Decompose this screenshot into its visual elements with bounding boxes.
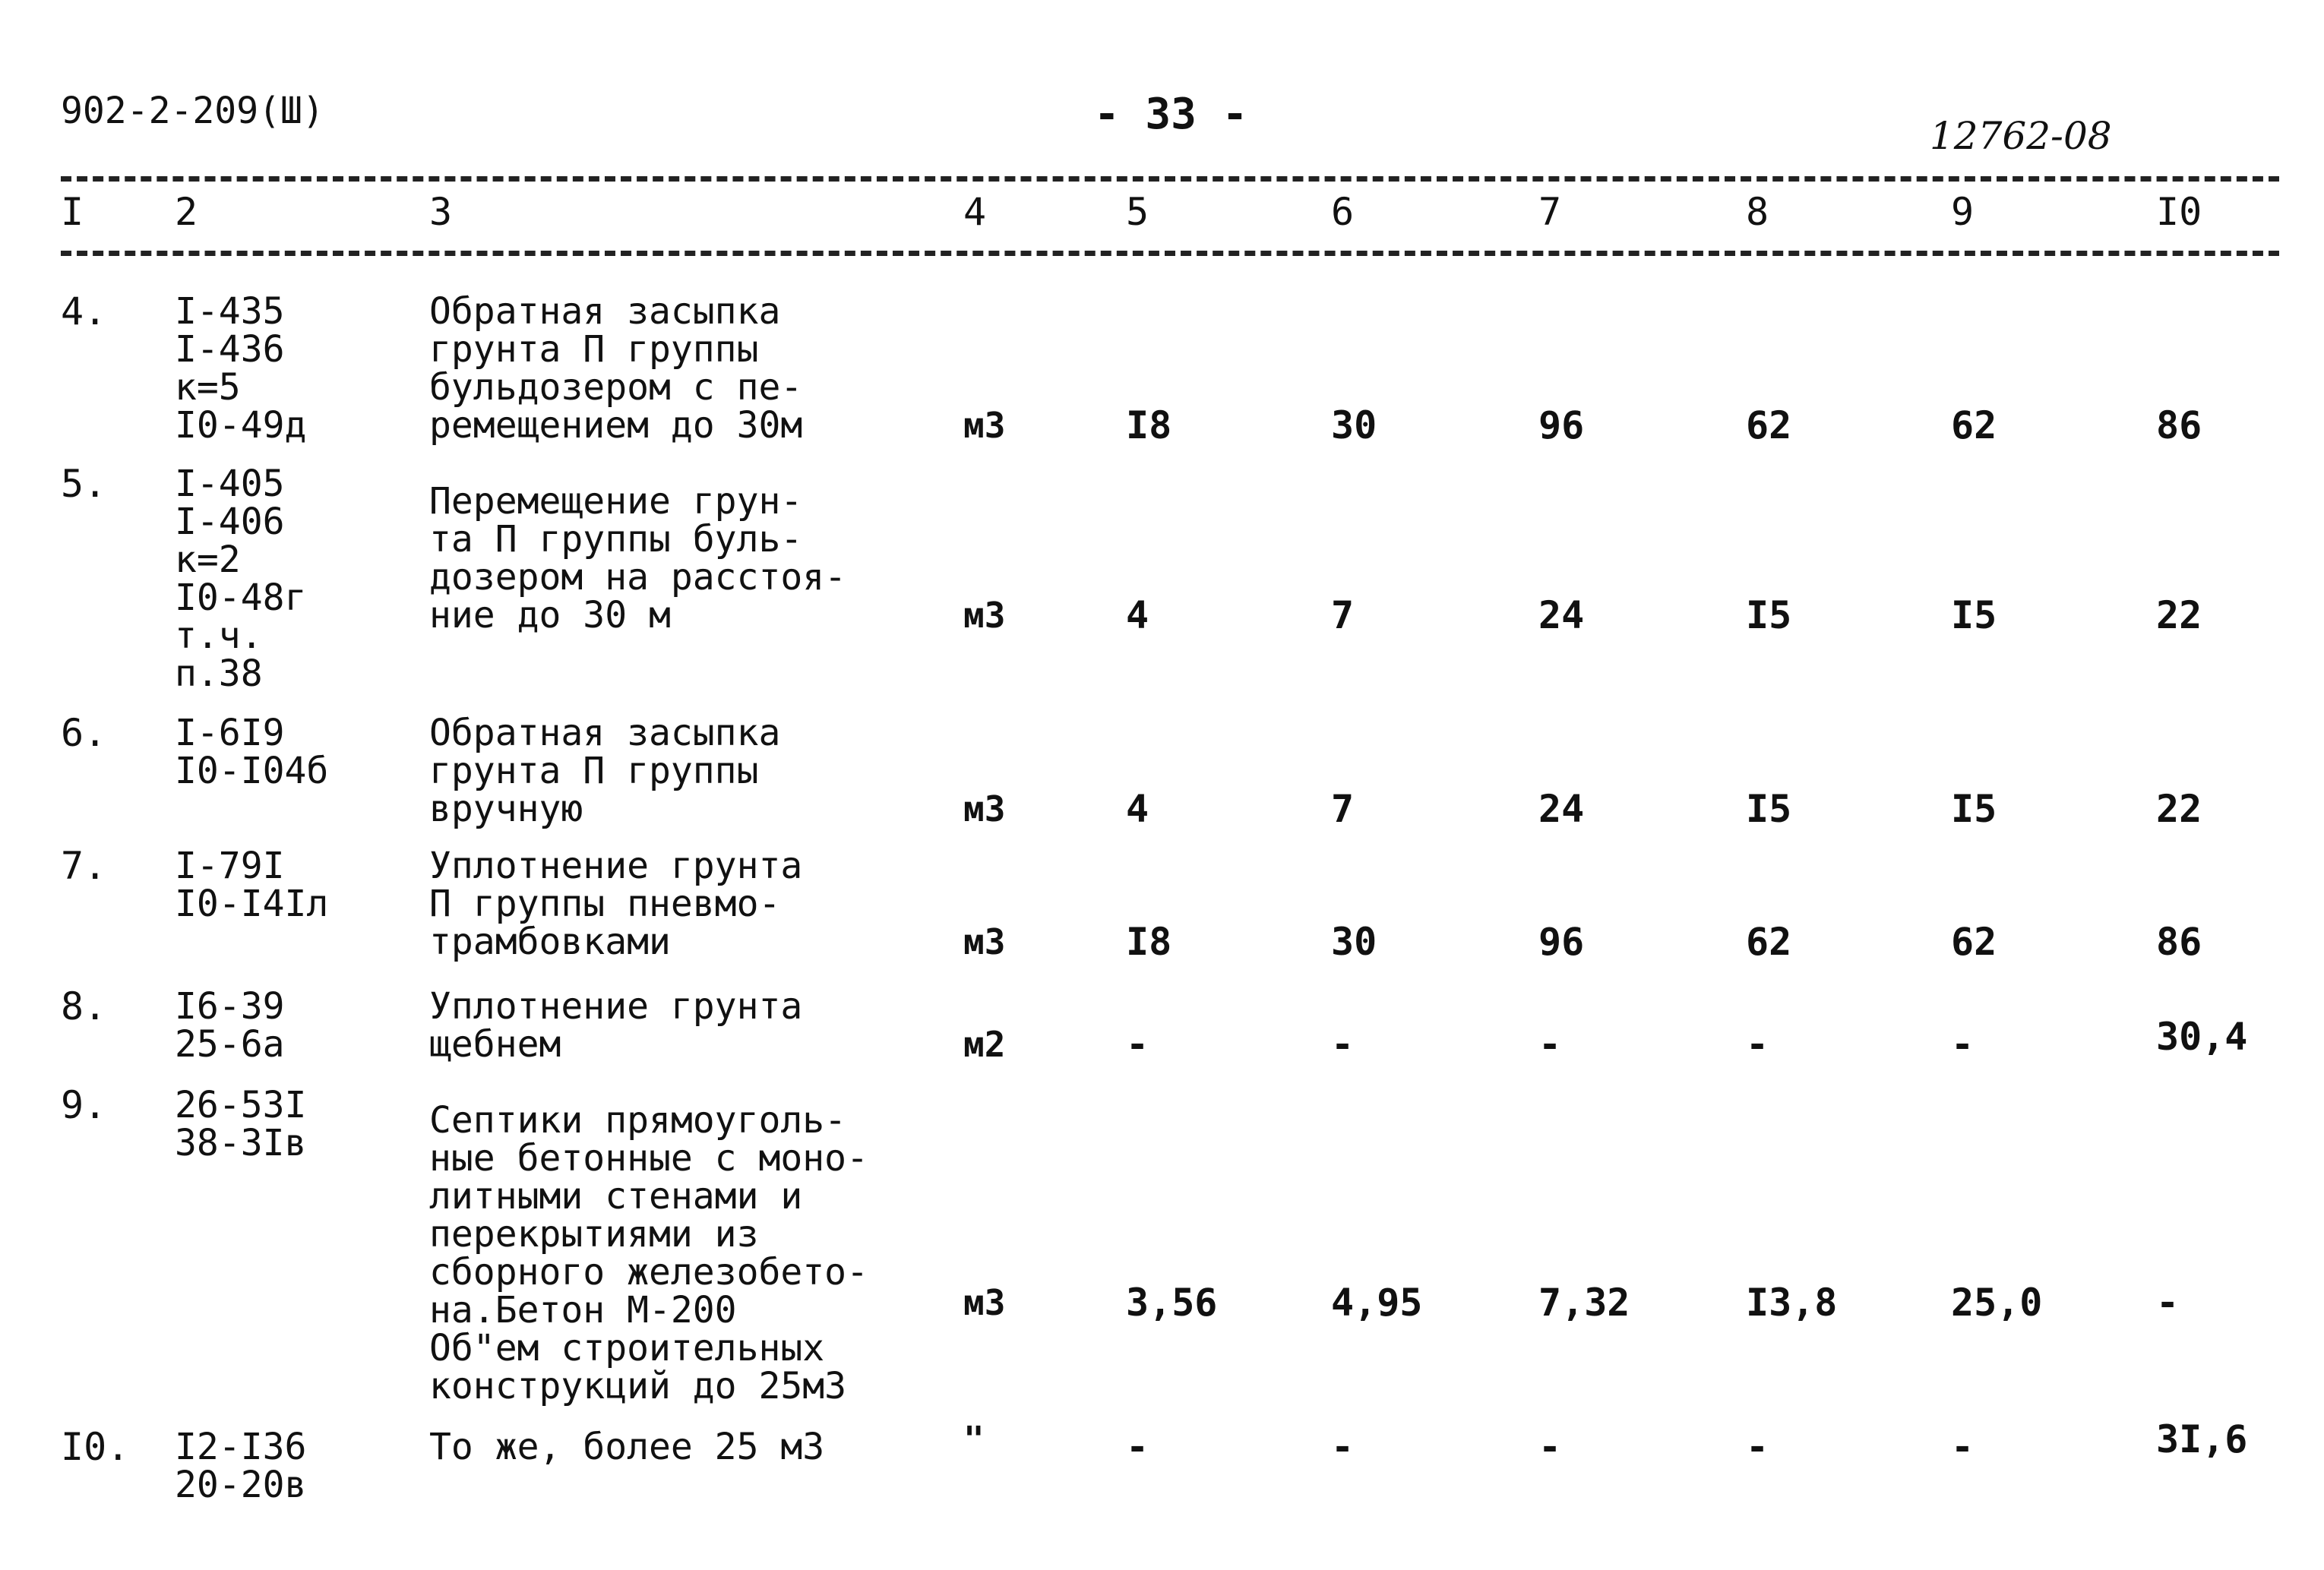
header-bottom-rule xyxy=(61,251,2279,256)
value-col5: - xyxy=(1126,1425,1149,1469)
value-col8: I5 xyxy=(1746,593,1792,637)
norm-code: I6-39 25-6а xyxy=(175,985,285,1066)
row-number: 5. xyxy=(61,462,107,506)
value-col10: - xyxy=(2156,1281,2180,1325)
unit-cell: м2 xyxy=(963,1024,1006,1065)
norm-code: I-6I9 I0-I04б xyxy=(175,712,329,792)
unit-cell: м3 xyxy=(963,1282,1006,1323)
work-description: Септики прямоуголь- ные бетонные с моно- литными стенами и перекрытиями из сборного железобето- на.Бетон М-200 Об"ем строительных конструкций до 25м3 xyxy=(429,1099,868,1407)
document-code: 902-2-209(Ш) xyxy=(61,90,324,132)
handwritten-stamp: 12762-08 xyxy=(1930,114,2112,158)
value-col8: - xyxy=(1746,1022,1769,1066)
column-header-4: 4 xyxy=(963,190,987,234)
column-header-5: 5 xyxy=(1126,190,1149,234)
column-header-10: I0 xyxy=(2156,190,2202,234)
value-col9: 62 xyxy=(1951,403,1997,447)
header-top-rule xyxy=(61,176,2279,182)
unit-cell: м3 xyxy=(963,921,1006,962)
unit-cell: " xyxy=(963,1419,985,1460)
value-col7: 96 xyxy=(1538,920,1585,964)
work-description: Обратная засыпка грунта П группы бульдозером с пе- ремещением до 30м xyxy=(429,290,803,447)
column-header-3: 3 xyxy=(429,190,453,234)
column-header-2: 2 xyxy=(175,190,198,234)
value-col7: 7,32 xyxy=(1538,1281,1630,1325)
row-number: 9. xyxy=(61,1083,107,1127)
value-col10: 86 xyxy=(2156,920,2202,964)
value-col5: I8 xyxy=(1126,920,1172,964)
value-col10: 30,4 xyxy=(2156,1015,2248,1059)
page-number: - 33 - xyxy=(1094,90,1248,139)
value-col9: - xyxy=(1951,1425,1975,1469)
value-col9: I5 xyxy=(1951,593,1997,637)
value-col9: I5 xyxy=(1951,787,1997,831)
unit-cell: м3 xyxy=(963,405,1006,446)
value-col7: 24 xyxy=(1538,787,1585,831)
column-header-6: 6 xyxy=(1331,190,1355,234)
value-col6: 30 xyxy=(1331,920,1377,964)
value-col6: - xyxy=(1331,1022,1355,1066)
value-col10: 86 xyxy=(2156,403,2202,447)
value-col6: 7 xyxy=(1331,787,1355,831)
column-header-7: 7 xyxy=(1538,190,1562,234)
norm-code: I2-I36 20-20в xyxy=(175,1426,307,1506)
value-col10: 22 xyxy=(2156,787,2202,831)
value-col10: 3I,6 xyxy=(2156,1417,2248,1461)
value-col6: 30 xyxy=(1331,403,1377,447)
work-description: Обратная засыпка грунта П группы вручную xyxy=(429,712,781,830)
row-number: 7. xyxy=(61,844,107,888)
value-col5: 4 xyxy=(1126,787,1149,831)
value-col9: 62 xyxy=(1951,920,1997,964)
work-description: То же, более 25 м3 xyxy=(429,1426,825,1468)
row-number: 4. xyxy=(61,289,107,333)
row-number: I0. xyxy=(61,1425,130,1469)
value-col7: 96 xyxy=(1538,403,1585,447)
value-col5: 3,56 xyxy=(1126,1281,1218,1325)
value-col7: 24 xyxy=(1538,593,1585,637)
value-col8: I3,8 xyxy=(1746,1281,1838,1325)
norm-code: 26-53I 38-3Iв xyxy=(175,1084,307,1164)
value-col8: 62 xyxy=(1746,403,1792,447)
norm-code: I-405 I-406 к=2 I0-48г т.ч. п.38 xyxy=(175,463,307,695)
unit-cell: м3 xyxy=(963,595,1006,636)
value-col6: 4,95 xyxy=(1331,1281,1423,1325)
norm-code: I-79I I0-I4Iл xyxy=(175,845,329,925)
work-description: Уплотнение грунта щебнем xyxy=(429,985,803,1066)
norm-code: I-435 I-436 к=5 I0-49д xyxy=(175,290,307,447)
column-header-1: I xyxy=(61,190,84,234)
column-header-8: 8 xyxy=(1746,190,1769,234)
work-description: Уплотнение грунта П группы пневмо- трамбовками xyxy=(429,845,803,963)
value-col8: 62 xyxy=(1746,920,1792,964)
value-col7: - xyxy=(1538,1022,1562,1066)
value-col5: - xyxy=(1126,1022,1149,1066)
value-col10: 22 xyxy=(2156,593,2202,637)
value-col5: 4 xyxy=(1126,593,1149,637)
value-col6: 7 xyxy=(1331,593,1355,637)
column-header-9: 9 xyxy=(1951,190,1975,234)
value-col7: - xyxy=(1538,1425,1562,1469)
value-col8: - xyxy=(1746,1425,1769,1469)
value-col9: 25,0 xyxy=(1951,1281,2043,1325)
row-number: 6. xyxy=(61,711,107,755)
value-col6: - xyxy=(1331,1425,1355,1469)
value-col5: I8 xyxy=(1126,403,1172,447)
work-description: Перемещение грун- та П группы буль- дозером на расстоя- ние до 30 м xyxy=(429,480,847,637)
value-col9: - xyxy=(1951,1022,1975,1066)
row-number: 8. xyxy=(61,984,107,1028)
unit-cell: м3 xyxy=(963,788,1006,829)
value-col8: I5 xyxy=(1746,787,1792,831)
